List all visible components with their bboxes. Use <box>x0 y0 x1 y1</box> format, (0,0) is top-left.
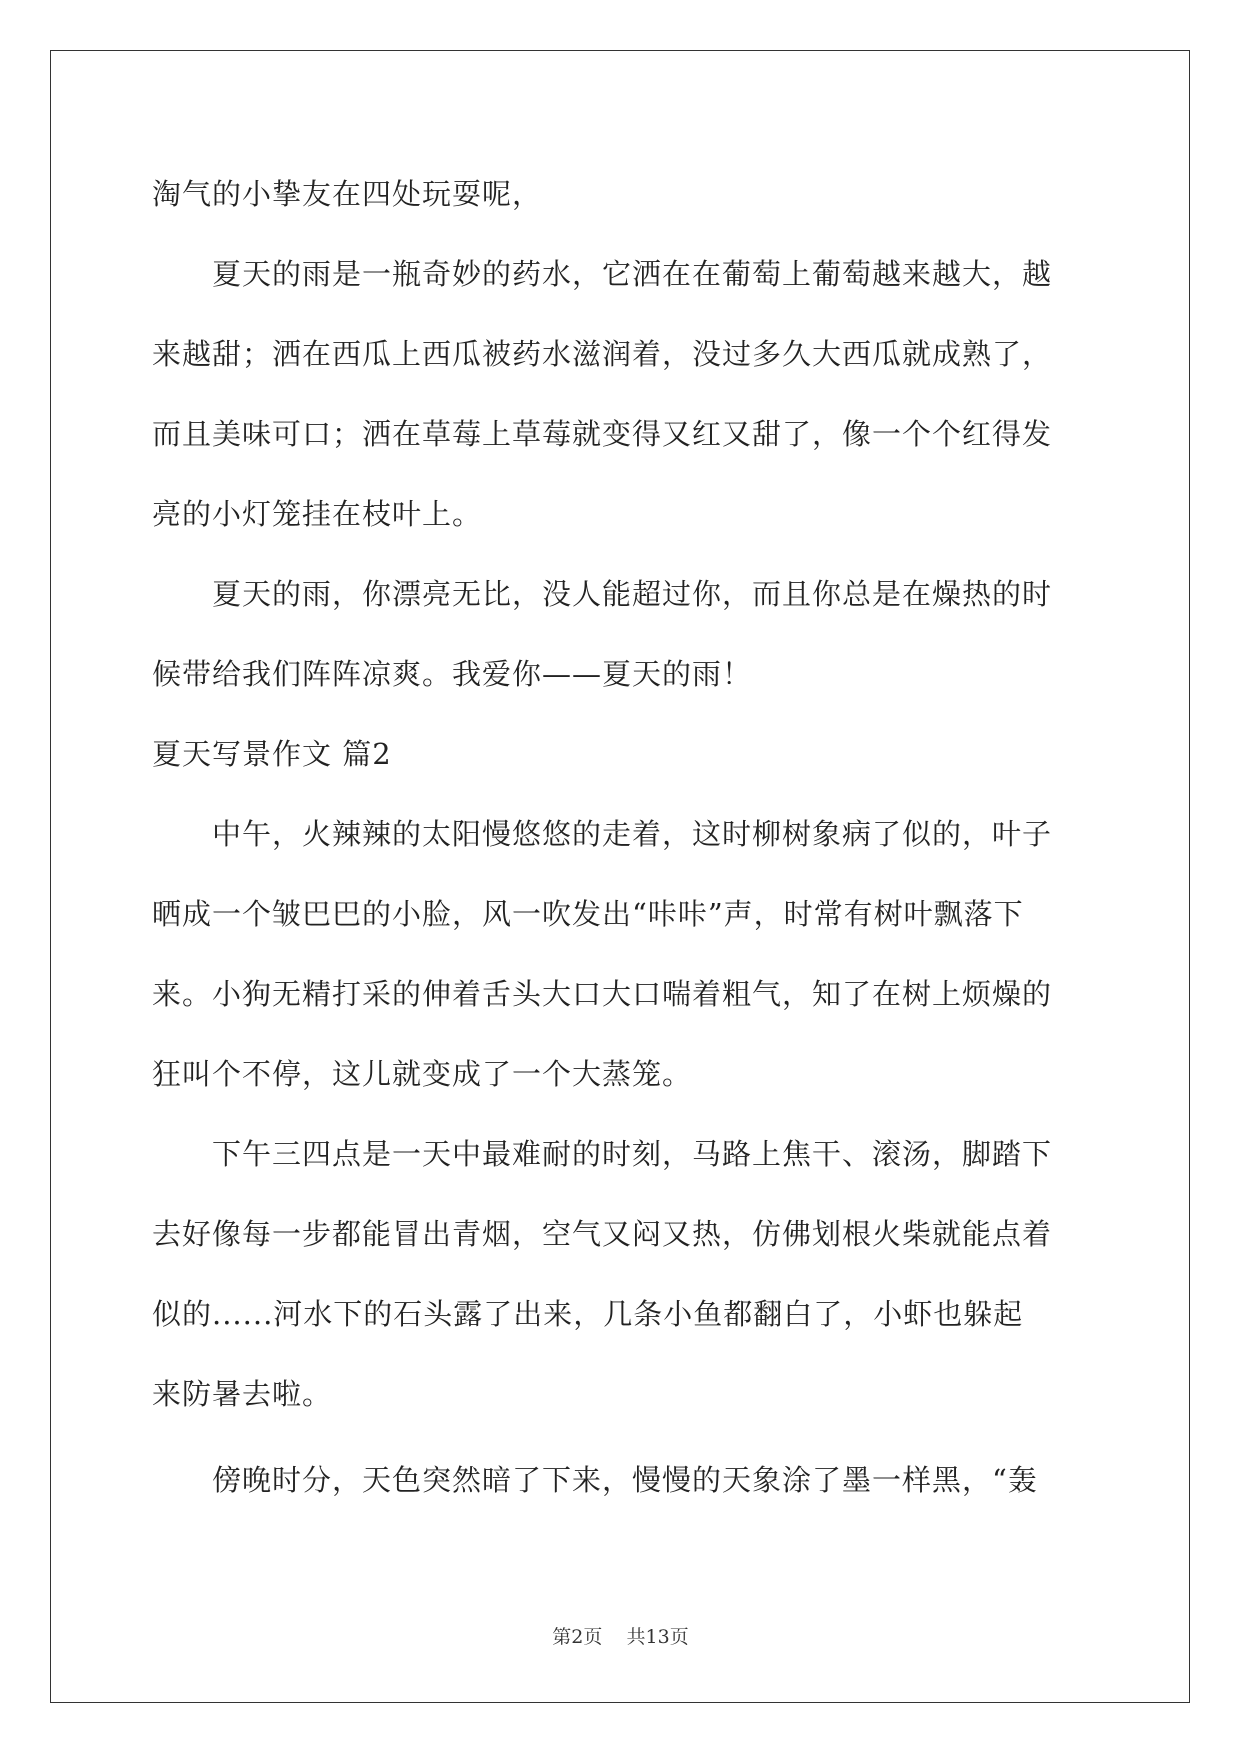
text-line: 下午三四点是一天中最难耐的时刻，马路上焦干、滚汤，脚踏下 <box>152 1137 1053 1171</box>
text-line: 来防暑去啦。 <box>152 1377 333 1411</box>
text-line: 晒成一个皱巴巴的小脸，风一吹发出“咔咔”声，时常有树叶飘落下 <box>152 897 1024 931</box>
text-line: 中午，火辣辣的太阳慢悠悠的走着，这时柳树象病了似的，叶子 <box>152 817 1053 851</box>
page-footer <box>0 1625 1241 1649</box>
text-line: 夏天的雨是一瓶奇妙的药水，它洒在在葡萄上葡萄越来越大，越 <box>152 257 1053 291</box>
text-line: 淘气的小挚友在四处玩耍呢， <box>152 177 543 211</box>
text-line: 狂叫个不停，这儿就变成了一个大蒸笼。 <box>152 1057 693 1091</box>
text-line: 来。小狗无精打采的伸着舌头大口大口喘着粗气，知了在树上烦燥的 <box>152 977 1053 1011</box>
text-line: 候带给我们阵阵凉爽。我爱你——夏天的雨！ <box>152 657 753 691</box>
text-line: 似的......河水下的石头露了出来，几条小鱼都翻白了，小虾也躲起 <box>152 1297 1024 1331</box>
section-heading: 夏天写景作文 篇2 <box>152 737 392 771</box>
text-line: 亮的小灯笼挂在枝叶上。 <box>152 497 483 531</box>
footer-spacer <box>602 1626 626 1648</box>
text-line: 傍晚时分，天色突然暗了下来，慢慢的天象涂了墨一样黑，“轰 <box>152 1463 1038 1497</box>
text-line: 而且美味可口；洒在草莓上草莓就变得又红又甜了，像一个个红得发 <box>152 417 1053 451</box>
text-line: 去好像每一步都能冒出青烟，空气又闷又热，仿佛划根火柴就能点着 <box>152 1217 1053 1251</box>
text-line: 夏天的雨，你漂亮无比，没人能超过你，而且你总是在燥热的时 <box>152 577 1053 611</box>
page-total: 共13页 <box>626 1626 689 1648</box>
text-line: 来越甜；洒在西瓜上西瓜被药水滋润着，没过多久大西瓜就成熟了， <box>152 337 1053 371</box>
page-frame <box>50 50 1190 1703</box>
page-number: 第2页 <box>552 1626 603 1648</box>
